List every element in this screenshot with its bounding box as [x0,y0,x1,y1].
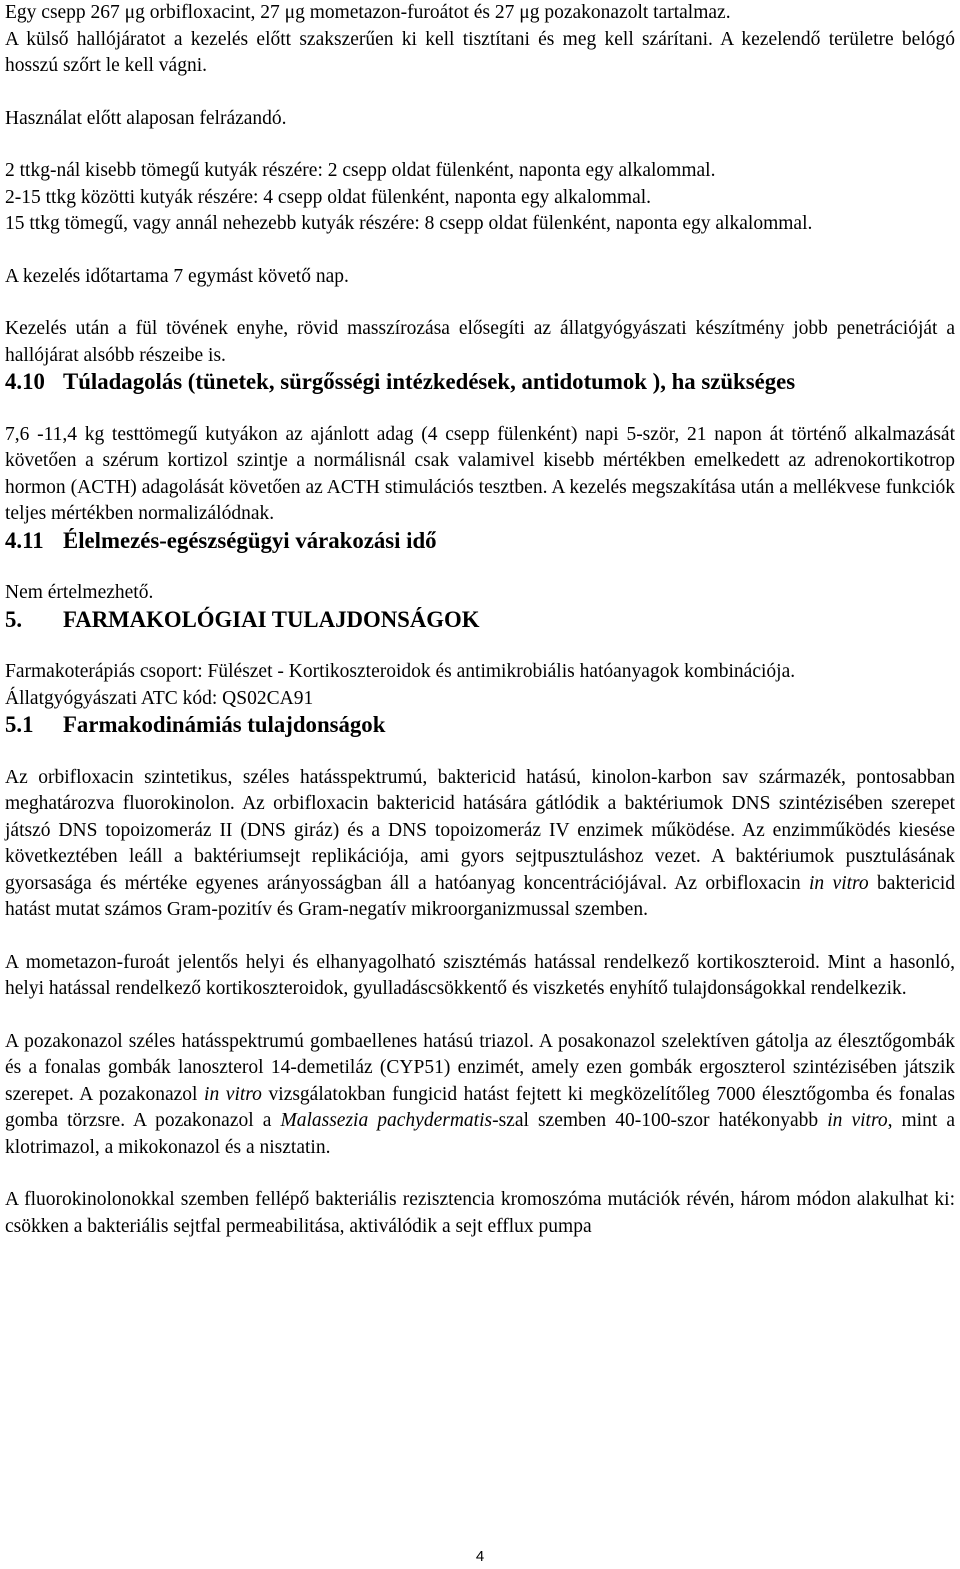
mometasone-paragraph: A mometazon-furoát jelentős helyi és elhanyagolható szisztémás hatással rendelkező kortikoszteroid. Mint a hasonló, helyi hatással rendelkező kortikoszteroidok, gyulladáscsökkentő és viszketés enyhítő tulajdonságokkal rendelkezik. [5,951,955,999]
atc-code: Állatgyógyászati ATC kód: QS02CA91 [5,687,314,709]
section-title: Túladagolás (tünetek, sürgősségi intézkedések, antidotumok ), ha szükséges [63,369,796,394]
page-number: 4 [475,1548,485,1565]
resistance-paragraph: A fluorokinolonokkal szemben fellépő bakteriális rezisztencia kromoszóma mutációk révén, három módon alakulhat ki: csökken a bakteriális sejtfal permeabilitása, aktiválódik a sejt efflux pumpa [5,1189,955,1237]
treatment-duration: A kezelés időtartama 7 egymást követő nap. [5,265,349,287]
dose-medium-dogs: 2-15 ttkg közötti kutyák részére: 4 csepp oldat fülenként, naponta egy alkalommal. [5,186,652,208]
text-run: , mint a klotrimazol, a mikokonazol és a nisztatin. [5,1110,955,1158]
composition-line: Egy csepp 267 μg orbifloxacint, 27 μg mometazon-furoátot és 27 μg pozakonazolt tartalmaz. [5,2,731,23]
section-heading-4-11 [5,528,955,555]
section-number: 5. [5,606,23,632]
ear-cleaning-instruction: A külső hallójáratot a kezelés előtt szakszerűen ki kell tisztítani és meg kell szárítani. A kezelendő területre belógó hosszú szőrt le kell vágni. [5,28,955,76]
withdrawal-period-text: Nem értelmezhető. [5,582,154,603]
text-run: vizsgálatokban fungicid hatást fejtett ki megközelítőleg 7000 élesztőgomba és fonalas gomba törzsre. A pozakonazol a [5,1083,956,1131]
shake-instruction: Használat előtt alaposan felrázandó. [5,107,287,129]
italic-species-name: Malassezia pachydermatis [280,1110,493,1131]
overdose-paragraph: 7,6 -11,4 kg testtömegű kutyákon az ajánlott adag (4 csepp fülenként) napi 5-ször, 21 napon át történő alkalmazását követően a szérum kortizol szintje a normálisnál csak valamivel kisebb mértékben emelkedett az adrenokortikotrop hormon (ACTH) adagolását követően az ACTH stimulációs tesztben. A kezelés megszakítása után a mellékvese funkciók teljes mértékben normalizálódnak. [5,423,955,524]
pharmacotherapeutic-group: Farmakoterápiás csoport: Fülészet - Kortikoszteroidok és antimikrobiális hatóanyagok kombinációja. [5,661,796,682]
section-title: Élelmezés-egészségügyi várakozási idő [63,527,437,553]
dose-small-dogs: 2 ttkg-nál kisebb tömegű kutyák részére: 2 csepp oldat fülenként, naponta egy alkalommal. [5,160,716,181]
section-heading-5 [5,607,955,634]
text-run: A pozakonazol széles hatásspektrumú gombaellenes hatású triazol. A posakonazol szelektíven gátolja az élesztőgombák és a fonalas gombák lanoszterol 14-demetiláz (CYP51) enzimét, amely ezen gombák ergoszterol szintézisében játszik szerepet. A pozakonazol [5,1030,955,1105]
section-title: Farmakodinámiás tulajdonságok [63,712,386,737]
massage-instruction: Kezelés után a fül tövének enyhe, rövid masszírozása elősegíti az állatgyógyászati készítmény jobb penetrációját a hallójárat alsóbb részeibe is. [5,318,955,366]
section-number: 4.11 [5,527,44,553]
section-number: 5.1 [5,712,34,737]
orbifloxacin-paragraph [5,765,955,924]
italic-term: in vitro [204,1083,262,1105]
section-number: 4.10 [5,369,45,394]
text-run: baktericid hatást mutat számos Gram-pozitív és Gram-negatív mikroorganizmussal szemben. [5,872,955,920]
section-heading-5-1 [5,712,955,739]
section-heading-4-10 [5,369,955,396]
posaconazole-paragraph [5,1029,955,1162]
dose-large-dogs: 15 ttkg tömegű, vagy annál nehezebb kutyák részére: 8 csepp oldat fülenként, naponta egy alkalommal. [5,213,813,234]
italic-term: in vitro [827,1110,888,1131]
document-page [5,0,955,1240]
section-title: FARMAKOLÓGIAI TULAJDONSÁGOK [63,606,480,632]
text-run: Az orbifloxacin szintetikus, széles hatásspektrumú, baktericid hatású, kinolon-karbon sav származék, pontosabban meghatározva fluorokinolon. Az orbifloxacin baktericid hatására gátlódik a baktériumok DNS szintézisében szerepet játszó DNS topoizomeráz II (DNS giráz) és a DNS topoizomeráz IV enzimek működése. Az enzimműködés kiesése következtében leáll a baktériumsejt replikációja, ami gyors sejtpusztuláshoz vezet. A baktériumok pusztulásának gyorsasága és mértéke egyenes arányosságban áll a hatóanyag koncentrációjával. Az orbifloxacin [5,766,955,894]
italic-term: in vitro [809,872,869,894]
text-run: -szal szemben 40-100-szor hatékonyabb [492,1110,828,1131]
